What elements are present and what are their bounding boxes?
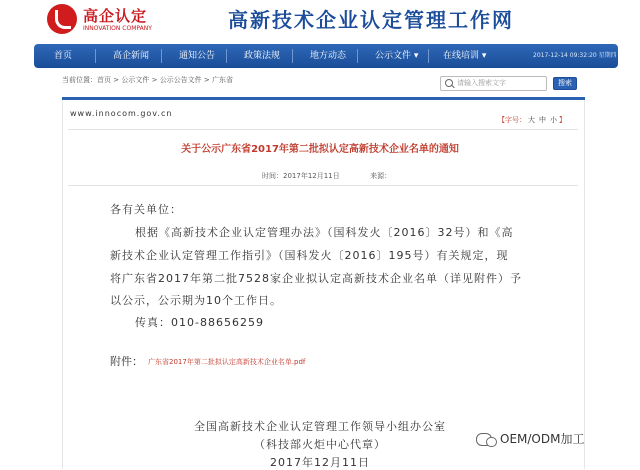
logo-mark-icon [47,4,77,34]
time-value: 2017年12月11日 [283,172,340,180]
breadcrumb-separator: > [151,76,158,84]
nav-item-public-files[interactable]: 公示文件 ▾ [375,51,419,61]
nav-item-local-news[interactable]: 地方动态 [310,51,347,61]
breadcrumb-separator: > [203,76,210,84]
breadcrumb-item[interactable]: 公示公告文件 [159,76,202,84]
watermark-text: OEM/ODM加工 [500,432,585,446]
paragraph-line: 根据《高新技术企业认定管理办法》（国科发火〔2016〕32号）和《高 [135,226,514,239]
nav-divider [428,49,429,63]
font-size-large[interactable]: 大 [528,116,535,124]
fax-line: 传真：010-88656259 [135,316,264,329]
breadcrumb [62,75,233,85]
paragraph-line: 新技术企业认定管理工作指引》（国科发火〔2016〕195号）有关规定，现 [110,249,509,262]
site-title: 高新技术企业认定管理工作网 [228,8,514,32]
site-logo[interactable] [47,4,167,38]
breadcrumb-label: 当前位置： [62,76,97,84]
nav-divider [161,49,162,63]
time-label: 时间： [262,172,283,180]
signature-line: （科技部火炬中心代章） [254,438,386,451]
paragraph-line: 将广东省2017年第二批7528家企业拟认定高新技术企业名单（详见附件）予 [110,272,522,285]
main-nav [34,44,618,68]
nav-item-news[interactable]: 高企新闻 [113,51,150,61]
search-placeholder: 请输入搜索文字 [457,79,506,87]
nav-item-home[interactable]: 首页 [54,51,73,61]
signature-date: 2017年12月11日 [270,456,370,469]
font-size-label: 【字号： [498,116,526,124]
site-url: www.innocom.gov.cn [70,109,173,118]
font-size-end: 】 [559,116,566,124]
nav-divider [226,49,227,63]
nav-divider [95,49,96,63]
paragraph-line: 以公示，公示期为10个工作日。 [110,294,282,307]
breadcrumb-separator: > [113,76,120,84]
nav-divider [357,49,358,63]
search-input[interactable] [440,76,547,91]
salutation: 各有关单位： [110,203,182,216]
search-button[interactable]: 搜索 [553,77,577,90]
nav-datetime: 2017-12-14 09:32:20 星期四 [533,52,617,59]
divider [68,185,578,186]
font-size-small[interactable]: 小 [550,116,557,124]
article-meta [262,171,391,181]
site-header [0,0,640,44]
nav-item-training[interactable]: 在线培训 ▾ [443,51,487,61]
breadcrumb-item[interactable]: 公示文件 [121,76,150,84]
font-size-control [498,115,566,125]
logo-text: 高企认定 [83,7,148,25]
breadcrumb-item[interactable]: 广东省 [212,76,234,84]
logo-subtext: INNOVATION COMPANY [83,25,152,32]
article-top-border [62,97,585,100]
attachment-label: 附件： [110,355,143,368]
font-size-medium[interactable]: 中 [539,116,546,124]
nav-item-policies[interactable]: 政策法规 [244,51,281,61]
wechat-icon [476,433,492,446]
nav-item-notices[interactable]: 通知公告 [179,51,216,61]
nav-divider [292,49,293,63]
article-title: 关于公示广东省2017年第二批拟认定高新技术企业名单的通知 [181,144,459,155]
signature-line: 全国高新技术企业认定管理工作领导小组办公室 [194,420,446,433]
breadcrumb-item[interactable]: 首页 [97,76,111,84]
divider [68,129,578,130]
search-icon [445,79,453,87]
source-label: 来源： [370,172,392,180]
attachment-link[interactable]: 广东省2017年第二批拟认定高新技术企业名单.pdf [148,358,306,366]
